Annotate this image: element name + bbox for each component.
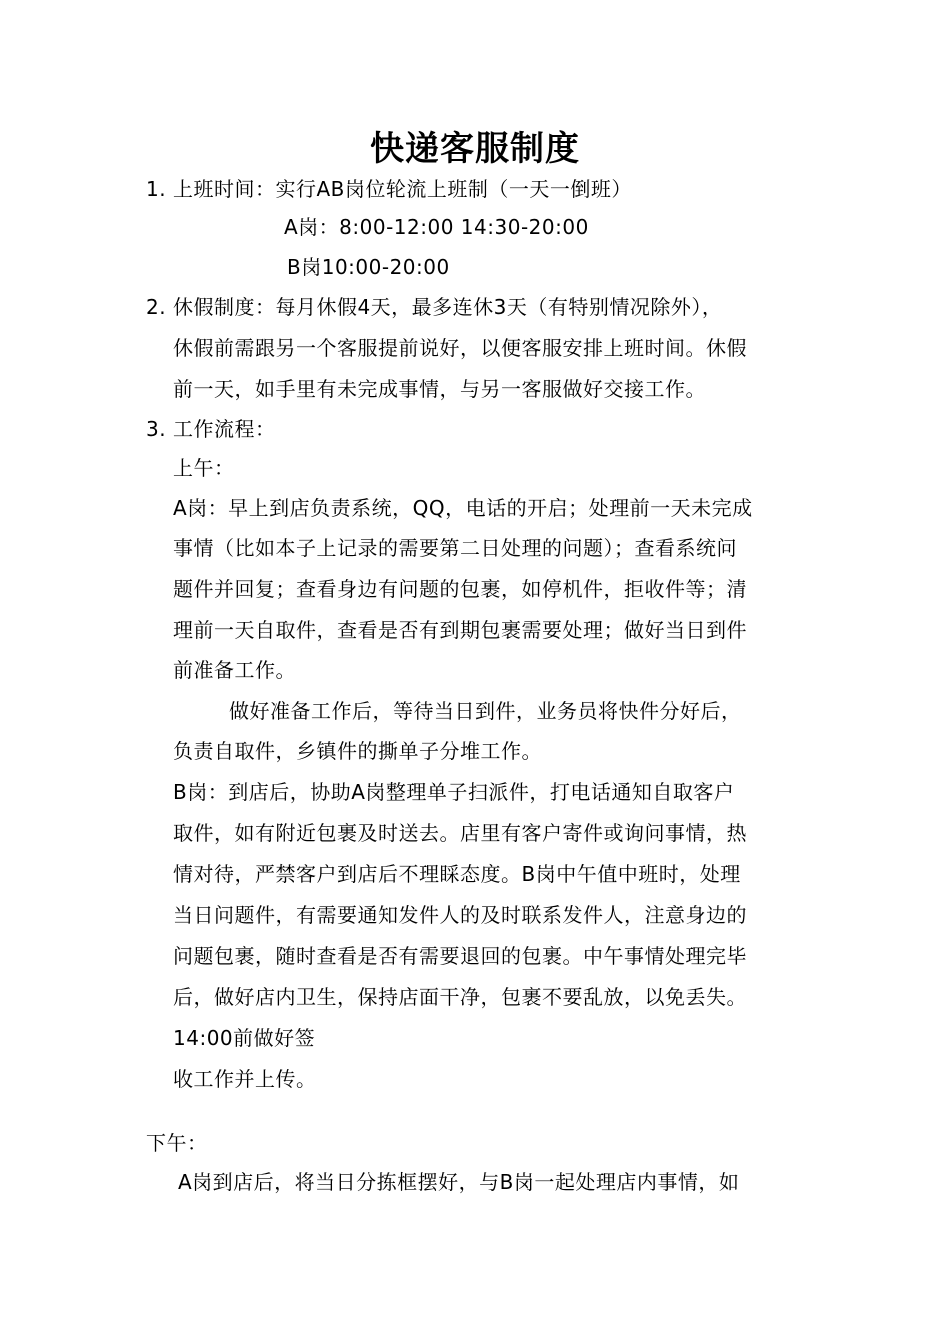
- paragraph-line: 事情（比如本子上记录的需要第二日处理的问题）；查看系统问: [173, 536, 737, 560]
- paragraph-line: 休假前需跟另一个客服提前说好，以便客服安排上班时间。休假: [173, 336, 747, 360]
- paragraph-line: 前准备工作。: [173, 658, 296, 682]
- afternoon-heading: 下午：: [146, 1131, 208, 1155]
- paragraph-line: 前一天，如手里有未完成事情，与另一客服做好交接工作。: [173, 377, 706, 401]
- paragraph-line: 收工作并上传。: [173, 1067, 317, 1091]
- paragraph-line: 题件并回复；查看身边有问题的包裹，如停机件，拒收件等；清: [173, 577, 747, 601]
- document-title: 快递客服制度: [370, 129, 580, 169]
- paragraph-line: 做好准备工作后，等待当日到件，业务员将快件分好后，: [229, 699, 742, 723]
- paragraph-line: 负责自取件，乡镇件的撕单子分堆工作。: [173, 739, 542, 763]
- morning-heading: 上午：: [173, 456, 235, 480]
- section-1-work-hours: 1. 上班时间：实行AB岗位轮流上班制（一天一倒班）: [146, 177, 632, 201]
- paragraph-line: 后，做好店内卫生，保持店面干净，包裹不要乱放，以免丢失。: [173, 985, 747, 1009]
- paragraph-line: 14:00前做好签: [173, 1026, 316, 1050]
- paragraph-line: 情对待，严禁客户到店后不理睬态度。B岗中午值中班时，处理: [173, 862, 741, 886]
- paragraph-line: 理前一天自取件，查看是否有到期包裹需要处理；做好当日到件: [173, 618, 747, 642]
- section-2-leave-policy: 2. 休假制度：每月休假4天，最多连休3天（有特别情况除外），: [146, 295, 723, 319]
- paragraph-line: 当日问题件，有需要通知发件人的及时联系发件人，注意身边的: [173, 903, 747, 927]
- shift-b-hours: B岗10:00-20:00: [287, 255, 450, 279]
- paragraph-line: A岗：早上到店负责系统，QQ，电话的开启；处理前一天未完成: [173, 496, 753, 520]
- paragraph-line: 问题包裹，随时查看是否有需要退回的包裹。中午事情处理完毕: [173, 944, 747, 968]
- paragraph-line: B岗：到店后，协助A岗整理单子扫派件，打电话通知自取客户: [173, 780, 735, 804]
- paragraph-line: 取件，如有附近包裹及时送去。店里有客户寄件或询问事情，热: [173, 821, 747, 845]
- paragraph-line: A岗到店后，将当日分拣框摆好，与B岗一起处理店内事情，如: [178, 1170, 740, 1194]
- shift-a-hours: A岗：8:00-12:00 14:30-20:00: [284, 215, 589, 239]
- section-3-workflow: 3. 工作流程：: [146, 417, 276, 441]
